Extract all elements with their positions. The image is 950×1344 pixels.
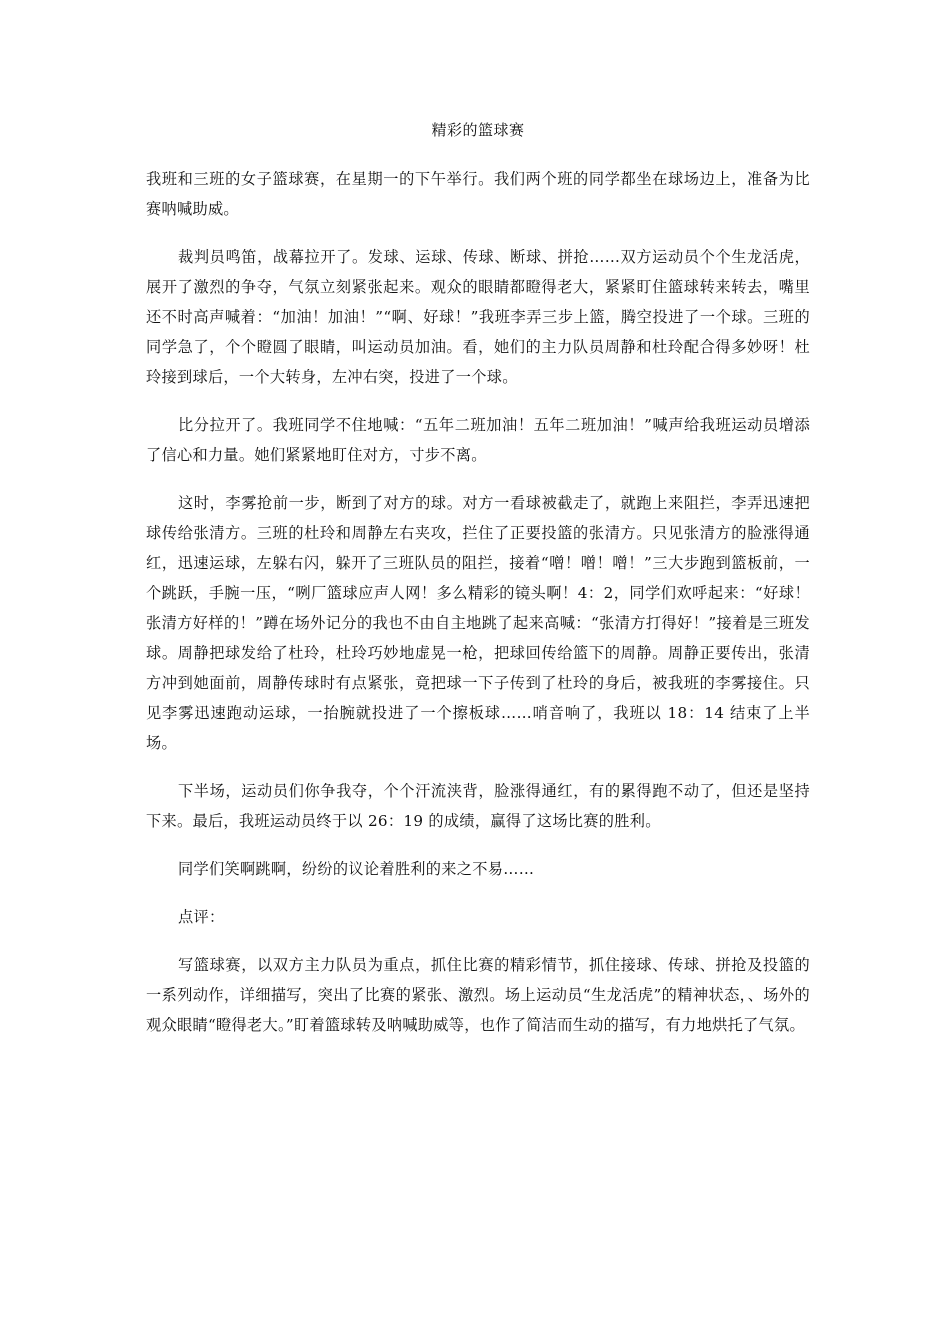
comment-body: 写篮球赛，以双方主力队员为重点，抓住比赛的精彩情节，抓住接球、传球、拼抢及投篮的一系列动作，详细描写，突出了比赛的紧张、激烈。场上运动员“生龙活虎”的精神状态，、场外的观众眼睛“瞪得老大。”盯着篮球转及呐喊助威等，也作了简洁而生动的描写，有力地烘托了气氛。 bbox=[146, 956, 810, 1034]
document-title: 精彩的篮球赛 bbox=[431, 121, 525, 139]
paragraph-first-half-action: 这时，李雾抢前一步，断到了对方的球。对方一看球被截走了，就跑上来阻拦，李弄迅速把球传给张清方。三班的杜玲和周静左右夹攻，拦住了正要投篮的张清方。只见张清方的脸涨得通红，迅速运球，左躲右闪，躲开了三班队员的阻拦，接着“噌！噌！噌！”三大步跑到篮板前，一个跳跃，手腕一压，“咧厂篮球应声人网！多么精彩的镜头啊！4：2，同学们欢呼起来：“好球！张清方好样的！”蹲在场外记分的我也不由自主地跳了起来高喊：“张清方打得好！”接着是三班发球。周静把球发给了杜玲，杜玲巧妙地虚晃一枪，把球回传给篮下的周静。周静正要传出，张清方冲到她面前，周静传球时有点紧张，竟把球一下子传到了杜玲的身后，被我班的李雾接住。只见李雾迅速跑动运球，一抬腕就投进了一个擦板球……哨音响了，我班以 18：14 结束了上半场。 bbox=[146, 494, 810, 752]
document-page bbox=[146, 120, 810, 1052]
paragraph-score-lead: 比分拉开了。我班同学不住地喊：“五年二班加油！五年二班加油！”喊声给我班运动员增添了信心和力量。她们紧紧地盯住对方，寸步不离。 bbox=[146, 416, 810, 464]
paragraph-first-half-start: 裁判员鸣笛，战幕拉开了。发球、运球、传球、断球、拼抢……双方运动员个个生龙活虎，展开了激烈的争夺，气氛立刻紧张起来。观众的眼睛都瞪得老大，紧紧盯住篮球转来转去，嘴里还不时高声喊着：“加油！加油！”“啊、好球！”我班李弄三步上篮，腾空投进了一个球。三班的同学急了，个个瞪圆了眼睛，叫运动员加油。看，她们的主力队员周静和杜玲配合得多妙呀！杜玲接到球后，一个大转身，左冲右突，投进了一个球。 bbox=[146, 248, 810, 386]
comment-heading: 点评： bbox=[178, 908, 225, 926]
paragraph-second-half: 下半场，运动员们你争我夺，个个汗流浃背，脸涨得通红，有的累得跑不动了，但还是坚持下来。最后，我班运动员终于以 26：19 的成绩，赢得了这场比赛的胜利。 bbox=[146, 782, 810, 830]
paragraph-intro: 我班和三班的女子篮球赛，在星期一的下午举行。我们两个班的同学都坐在球场边上，准备为比赛呐喊助威。 bbox=[146, 170, 810, 218]
paragraph-celebration: 同学们笑啊跳啊，纷纷的议论着胜利的来之不易…… bbox=[178, 860, 535, 878]
